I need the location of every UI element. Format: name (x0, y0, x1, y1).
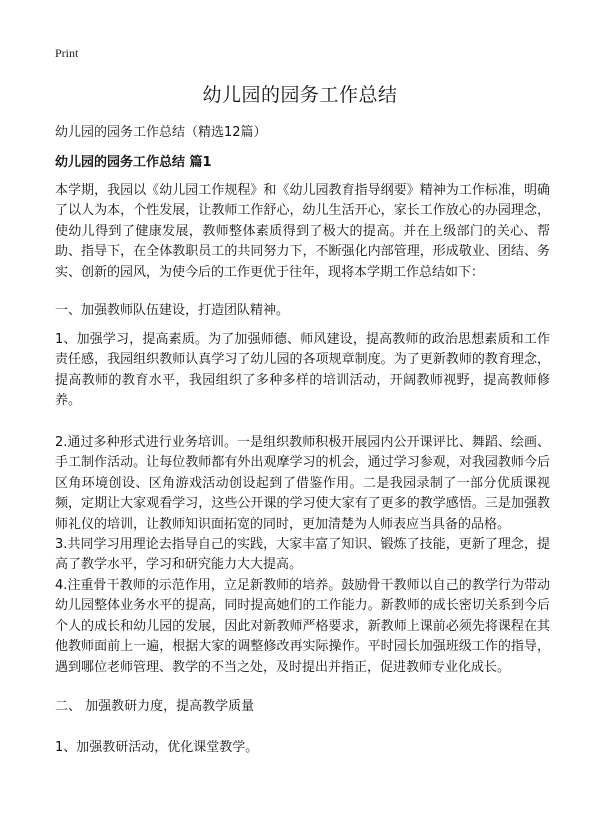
paragraph-intro: 本学期，我园以《幼儿园工作规程》和《幼儿园教育指导纲要》精神为工作标准，明确了以人为本，个性发展，让教师工作舒心，幼儿生活开心，家长工作放心的办园理念，使幼儿得到了健康发展，教师整体素质得到了极大的提高。并在上级部门的关心、帮助、指导下，在全体教职员工的共同努力下，不断强化内部管理，形成敬业、团结、务实、创新的园风，为使今后的工作更优于往年，现将本学期工作总结如下： (55, 183, 550, 280)
document-title: 幼儿园的园务工作总结 (202, 84, 398, 106)
paragraph-item-4: 4.注重骨干教师的示范作用，立足新教师的培养。鼓励骨干教师以自己的教学行为带动幼儿园整体业务水平的提高，同时提高她们的工作能力。新教师的成长密切关系到今后个人的成长和幼儿园的发展，因此对新教师严格要求，新教师上课前必须先将课程在其他教师面前上一遍，根据大家的调整修改再实际操作。平时园长加强班级工作的指导，遇到哪位老师管理、教学的不当之处，及时提出并指正，促进教师专业化成长。 (55, 578, 550, 675)
paragraph-item-1: 1、加强学习，提高素质。为了加强师德、师风建设，提高教师的政治思想素质和工作责任感，我园组织教师认真学习了幼儿园的各项规章制度。为了更新教师的教育理念，提高教师的教育水平，我园组织了多种多样的培训活动，开阔教师视野，提高教师修养。 (55, 332, 550, 409)
document-subtitle: 幼儿园的园务工作总结（精选12篇） (55, 125, 267, 140)
paragraph-item-2-1: 1、加强教研活动，优化课堂教学。 (55, 740, 259, 755)
print-label: Print (55, 46, 79, 60)
paragraph-item-3: 3.共同学习用理论去指导自己的实践，大家丰富了知识、锻炼了技能，更新了理念，提高了教学水平，学习和研究能力大大提高。 (55, 537, 550, 573)
section-heading: 幼儿园的园务工作总结 篇1 (55, 155, 212, 170)
paragraph-heading-two: 二、 加强教研力度，提高教学质量 (55, 699, 255, 714)
paragraph-item-2: 2.通过多种形式进行业务培训。一是组织教师积极开展园内公开课评比、舞蹈、绘画、手工制作活动。让每位教师都有外出观摩学习的机会，通过学习参观，对我园教师今后区角环境创设、区角游戏活动创设起到了借鉴作用。二是我园录制了一部分优质课视频，定期让大家观看学习，这些公开课的学习使大家有了更多的教学感悟。三是加强教师礼仪的培训，让教师知识面拓宽的同时，更加清楚为人师表应当具备的品格。 (55, 435, 550, 532)
paragraph-heading-one: 一、加强教师队伍建设，打造团队精神。 (55, 303, 290, 318)
